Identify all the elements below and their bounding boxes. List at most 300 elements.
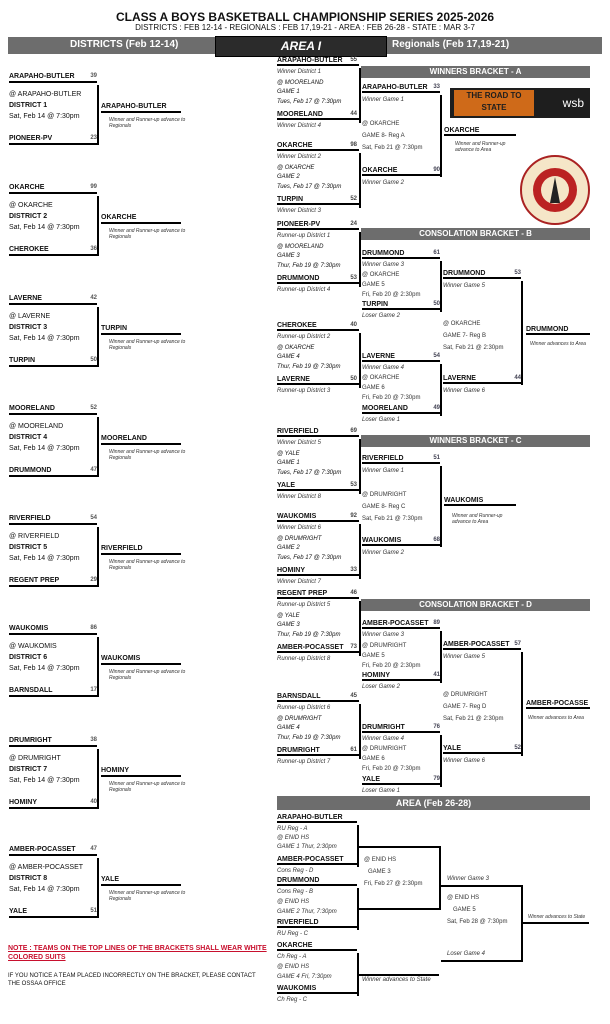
c-r2-bottom-team[interactable]: WAUKOMIS 68	[362, 537, 440, 544]
score: 33	[433, 84, 440, 90]
score: 42	[90, 295, 97, 301]
c-r2-date: Sat, Feb 21 @ 7:30pm	[362, 516, 423, 522]
district-bottom-team[interactable]: REGENT PREP 29	[9, 577, 97, 587]
d-r2b-bottom-team[interactable]: YALE 79	[362, 776, 440, 783]
district-top-team[interactable]: ARAPAHO-BUTLER 39	[9, 73, 97, 83]
score: 24	[350, 221, 357, 227]
area-g5-adv: Winner advances to State	[528, 914, 586, 920]
score: 69	[350, 428, 357, 434]
district-date: Sat, Feb 14 @ 7:30pm	[9, 445, 80, 452]
advance-note: Winner and Runner-up advance to Regionals	[109, 117, 186, 130]
area-g1-top-team[interactable]: ARAPAHO-BUTLER	[277, 814, 357, 823]
area-g2-top-seed: Cons Reg - B	[277, 889, 314, 895]
score: 52	[350, 196, 357, 202]
bracket-line	[97, 858, 99, 918]
d-r2a-top-team[interactable]: AMBER-POCASSET 89	[362, 620, 440, 627]
game-number: GAME 2	[277, 545, 300, 551]
c-winner[interactable]: WAUKOMIS	[444, 497, 516, 506]
d-r2b-bottom-sub: Loser Game 1	[362, 788, 401, 794]
a-r2-date: Sat, Feb 21 @ 7:30pm	[362, 145, 423, 151]
bracket-line	[97, 417, 99, 477]
district-name: DISTRICT 3	[9, 324, 48, 331]
d-r2a-site: @ DRUMRIGHT	[362, 643, 407, 649]
district-winner[interactable]: YALE	[101, 876, 181, 886]
game-top-team[interactable]: PIONEER-PV 24	[277, 221, 357, 228]
bracket-line	[440, 631, 442, 683]
area-g2-name: GAME 2 Thur, 7:30pm	[277, 909, 337, 915]
game-top-seed: Runner-up District 1	[277, 233, 331, 239]
b-r3-top-sub: Winner Game 5	[443, 283, 485, 289]
area-g5-site: @ ENID HS	[447, 895, 480, 901]
game-top-team[interactable]: REGENT PREP 46	[277, 590, 357, 597]
d-r2a-date: Fri, Feb 20 @ 2:30pm	[362, 663, 421, 669]
score: 55	[350, 57, 357, 63]
district-top-team[interactable]: DRUMRIGHT 38	[9, 737, 97, 747]
bracket-line	[359, 68, 361, 123]
district-date: Sat, Feb 14 @ 7:30pm	[9, 777, 80, 784]
advance-note: Winner and Runner-up advance to Regionals	[109, 669, 186, 682]
score: 52	[514, 745, 521, 751]
area-g4-top-team[interactable]: OKARCHE	[277, 942, 357, 951]
area-g4-bottom-seed: Ch Reg - C	[277, 997, 308, 1003]
game-top-team[interactable]: WAUKOMIS 92	[277, 513, 357, 520]
district-bracket	[9, 625, 186, 699]
score: 54	[90, 515, 97, 521]
bracket-header-a: WINNERS BRACKET - A	[361, 66, 590, 78]
b-r3-bottom-sub: Winner Game 6	[443, 388, 485, 394]
game-site: @ MOORELAND	[277, 244, 324, 250]
road-to-state-logo	[450, 88, 590, 118]
c-r2-bottom-sub: Winner Game 2	[362, 550, 404, 556]
score: 51	[90, 908, 97, 914]
bracket-line	[97, 85, 99, 145]
bracket-line	[359, 333, 361, 388]
score: 54	[433, 353, 440, 359]
game-bottom-seed: Winner District 7	[277, 579, 321, 585]
district-bracket	[9, 737, 186, 811]
d-r2b-game: GAME 6	[362, 756, 385, 762]
score: 61	[433, 250, 440, 256]
d-r2a-bottom-team[interactable]: HOMINY 41	[362, 672, 440, 679]
b-r3-site: @ OKARCHE	[443, 321, 481, 327]
seal-emblem-icon	[522, 157, 588, 223]
a-r2-game: GAME 8- Reg A	[362, 133, 405, 139]
advance-note: Winner and Runner-up advance to Regionals	[109, 228, 186, 241]
d-winner-adv: Winner advances to Area	[528, 715, 584, 721]
district-site: @ WAUKOMIS	[9, 643, 57, 650]
game-bottom-seed: Winner District 4	[277, 123, 321, 129]
district-name: DISTRICT 1	[9, 102, 48, 109]
score: 53	[350, 482, 357, 488]
regionals-heading: Regionals (Feb 17,19-21)	[392, 39, 510, 50]
score: 90	[433, 167, 440, 173]
district-name: DISTRICT 4	[9, 434, 48, 441]
game-number: GAME 1	[277, 89, 300, 95]
b-r3-top-team[interactable]: DRUMMOND 53	[443, 270, 521, 277]
a-winner[interactable]: OKARCHE	[444, 127, 516, 136]
game-site: @ MOORELAND	[277, 80, 324, 86]
district-bracket	[9, 295, 186, 369]
score: 46	[350, 590, 357, 596]
b-r2b-top-team[interactable]: LAVERNE 54	[362, 353, 440, 360]
game-bottom-team[interactable]: LAVERNE 50	[277, 376, 357, 383]
score: 50	[433, 301, 440, 307]
game-bottom-seed: Runner-up District 7	[277, 759, 331, 765]
district-site: @ AMBER-POCASSET	[9, 864, 84, 871]
district-site: @ RIVERFIELD	[9, 533, 60, 540]
district-winner[interactable]: ARAPAHO-BUTLER	[101, 103, 181, 113]
game-bottom-team[interactable]: MOORELAND 44	[277, 111, 357, 118]
game-number: GAME 4	[277, 725, 300, 731]
district-date: Sat, Feb 14 @ 7:30pm	[9, 555, 80, 562]
district-bottom-team[interactable]: PIONEER-PV 23	[9, 135, 97, 145]
game-bottom-seed: Winner District 8	[277, 494, 321, 500]
b-r2b-top-sub: Winner Game 4	[362, 365, 404, 371]
d-r3-date: Sat, Feb 21 @ 2:30pm	[443, 716, 504, 722]
district-top-team[interactable]: OKARCHE 99	[9, 184, 97, 194]
road-to-state-text: THE ROAD TO STATE	[454, 90, 534, 116]
game-top-seed: Runner-up District 6	[277, 705, 331, 711]
district-bracket	[9, 405, 186, 479]
district-winner[interactable]: HOMINY	[101, 767, 181, 777]
game-date: Thur, Feb 19 @ 7:30pm	[277, 364, 341, 370]
bracket-line	[359, 439, 361, 494]
page-title: CLASS A BOYS BASKETBALL CHAMPIONSHIP SERIES 2025-2026	[115, 10, 495, 24]
score: 40	[350, 322, 357, 328]
bracket-line	[97, 637, 99, 697]
game-number: GAME 1	[277, 460, 300, 466]
b-r3-date: Sat, Feb 21 @ 2:30pm	[443, 345, 504, 351]
contact-info: IF YOU NOTICE A TEAM PLACED INCORRECTLY ON THE BRACKET, PLEASE CONTACT THE OSSAA OFFICE	[8, 973, 256, 987]
game-date: Tues, Feb 17 @ 7:30pm	[277, 184, 342, 190]
district-bottom-team[interactable]: DRUMMOND 47	[9, 467, 97, 477]
game-top-seed: Winner District 5	[277, 440, 321, 446]
score: 41	[433, 672, 440, 678]
area-bracket-header: AREA (Feb 26-28)	[277, 796, 590, 810]
page-subtitle: DISTRICTS : FEB 12-14 - REGIONALS : FEB 17,19-21 - AREA : FEB 26-28 - STATE : MAR 3-7	[135, 23, 475, 32]
game-top-team[interactable]: BARNSDALL 45	[277, 693, 357, 700]
district-date: Sat, Feb 14 @ 7:30pm	[9, 665, 80, 672]
district-site: @ ARAPAHO-BUTLER	[9, 91, 82, 98]
c-r2-top-team[interactable]: RIVERFIELD 51	[362, 455, 440, 462]
game-site: @ DRUMRIGHT	[277, 536, 322, 542]
bracket-header-c: WINNERS BRACKET - C	[361, 435, 590, 447]
game-number: GAME 2	[277, 174, 300, 180]
game-top-seed: Winner District 2	[277, 154, 321, 160]
area-g3-date: Fri, Feb 27 @ 2:30pm	[364, 881, 423, 887]
bracket-header-d: CONSOLATION BRACKET - D	[361, 599, 590, 611]
area-g1-top-seed: RU Reg - A	[277, 826, 308, 832]
score: 52	[90, 405, 97, 411]
a-winner-adv: Winner and Runner-up advance to Area	[455, 141, 506, 153]
b-r2a-top-sub: Winner Game 3	[362, 262, 404, 268]
b-r2b-site: @ OKARCHE	[362, 375, 400, 381]
score: 47	[90, 467, 97, 473]
district-bracket	[9, 184, 186, 258]
game-bottom-team[interactable]: YALE 53	[277, 482, 357, 489]
game-number: GAME 4	[277, 354, 300, 360]
districts-heading: DISTRICTS (Feb 12-14)	[70, 39, 179, 50]
c-r2-top-sub: Winner Game 1	[362, 468, 404, 474]
score: 38	[90, 737, 97, 743]
advance-note: Winner and Runner-up advance to Regionals	[109, 449, 186, 462]
uniform-note: NOTE : TEAMS ON THE TOP LINES OF THE BRACKETS SHALL WEAR WHITE COLORED SUITS	[8, 945, 267, 962]
district-winner[interactable]: OKARCHE	[101, 214, 181, 224]
b-r2a-top-team[interactable]: DRUMMOND 61	[362, 250, 440, 257]
game-date: Tues, Feb 17 @ 7:30pm	[277, 555, 342, 561]
score: 23	[90, 135, 97, 141]
bracket-line	[359, 153, 361, 208]
area-g5-name: GAME 5	[453, 907, 476, 913]
game-top-seed: Winner District 6	[277, 525, 321, 531]
bracket-line	[440, 261, 442, 312]
score: 50	[350, 376, 357, 382]
b-r3-bottom-team[interactable]: LAVERNE 44	[443, 375, 521, 382]
game-bottom-team[interactable]: TURPIN 52	[277, 196, 357, 203]
score: 45	[350, 693, 357, 699]
district-date: Sat, Feb 14 @ 7:30pm	[9, 224, 80, 231]
game-bottom-team[interactable]: AMBER-POCASSET 73	[277, 644, 357, 651]
bracket-line	[439, 846, 441, 910]
game-bottom-seed: Runner-up District 8	[277, 656, 331, 662]
district-winner[interactable]: WAUKOMIS	[101, 655, 181, 665]
d-r2b-top-team[interactable]: DRUMRIGHT 76	[362, 724, 440, 731]
advance-note: Winner and Runner-up advance to Regionals	[109, 339, 186, 352]
bracket-line	[521, 281, 523, 385]
district-winner[interactable]: RIVERFIELD	[101, 545, 181, 555]
area-g1-bottom-seed: Cons Reg - D	[277, 868, 314, 874]
bracket-line	[359, 704, 361, 759]
area-g4-adv: Winner advances to State	[362, 977, 431, 983]
score: 40	[90, 799, 97, 805]
c-r2-game: GAME 8- Reg C	[362, 504, 406, 510]
game-bottom-seed: Runner-up District 4	[277, 287, 331, 293]
d-r2b-top-sub: Winner Game 4	[362, 736, 404, 742]
score: 99	[90, 184, 97, 190]
advance-note: Winner and Runner-up advance to Regionals	[109, 559, 186, 572]
area-g2-top-team[interactable]: DRUMMOND	[277, 877, 357, 886]
score: 39	[90, 73, 97, 79]
game-top-team[interactable]: ARAPAHO-BUTLER 55	[277, 57, 357, 64]
bracket-line	[97, 307, 99, 367]
score: 44	[514, 375, 521, 381]
b-winner-adv: Winner advances to Area	[530, 341, 586, 347]
bracket-line	[440, 364, 442, 416]
area-g5-date: Sat, Feb 28 @ 7:30pm	[447, 919, 508, 925]
b-r3-game: GAME 7- Reg B	[443, 333, 487, 339]
b-r2b-date: Fri, Feb 20 @ 7:30pm	[362, 395, 421, 401]
bracket-line	[523, 922, 589, 924]
c-winner-adv: Winner and Runner-up advance to Area	[452, 513, 503, 525]
b-r2b-game: GAME 6	[362, 385, 385, 391]
a-r2-bottom-team[interactable]: OKARCHE 90	[362, 167, 440, 174]
district-name: DISTRICT 5	[9, 544, 48, 551]
score: 47	[90, 846, 97, 852]
d-r2b-date: Fri, Feb 20 @ 7:30pm	[362, 766, 421, 772]
score: 50	[90, 357, 97, 363]
area-g5-bottom: Loser Game 4	[447, 951, 486, 957]
b-winner[interactable]: DRUMMOND	[526, 326, 590, 335]
district-winner[interactable]: MOORELAND	[101, 435, 181, 445]
b-r2a-site: @ OKARCHE	[362, 272, 400, 278]
district-site: @ OKARCHE	[9, 202, 53, 209]
game-bottom-team[interactable]: HOMINY 33	[277, 567, 357, 574]
district-site: @ MOORELAND	[9, 423, 64, 430]
score: 36	[90, 246, 97, 252]
score: 17	[90, 687, 97, 693]
game-top-seed: Winner District 1	[277, 69, 321, 75]
area-g3-name: GAME 3	[368, 869, 391, 875]
ossaa-seal-logo	[520, 155, 590, 225]
score: 76	[433, 724, 440, 730]
game-date: Thur, Feb 19 @ 7:30pm	[277, 735, 341, 741]
district-name: DISTRICT 8	[9, 875, 48, 882]
bracket-line	[359, 601, 361, 656]
district-name: DISTRICT 2	[9, 213, 48, 220]
b-r2a-game: GAME 5	[362, 282, 385, 288]
wsb-logo-text: wsb	[562, 96, 584, 110]
district-bracket	[9, 515, 186, 589]
b-r2b-bottom-team[interactable]: MOORELAND 49	[362, 405, 440, 412]
score: 33	[350, 567, 357, 573]
bracket-line	[97, 196, 99, 256]
score: 73	[350, 644, 357, 650]
d-r3-bottom-team[interactable]: YALE 52	[443, 745, 521, 752]
game-date: Thur, Feb 19 @ 7:30pm	[277, 632, 341, 638]
district-site: @ LAVERNE	[9, 313, 51, 320]
area-g2-bottom-seed: RU Reg - C	[277, 931, 309, 937]
game-top-team[interactable]: CHEROKEE 40	[277, 322, 357, 329]
area-g2-site: @ ENID HS	[277, 899, 310, 905]
score: 57	[514, 641, 521, 647]
district-bottom-team[interactable]: BARNSDALL 17	[9, 687, 97, 697]
bracket-line	[440, 95, 442, 177]
game-site: @ YALE	[277, 451, 300, 457]
game-date: Tues, Feb 17 @ 7:30pm	[277, 470, 342, 476]
game-top-seed: Runner-up District 5	[277, 602, 331, 608]
area-g5-top: Winner Game 3	[447, 876, 489, 882]
d-r3-site: @ DRUMRIGHT	[443, 692, 488, 698]
bracket-line	[359, 974, 439, 976]
b-r2a-bottom-team[interactable]: TURPIN 50	[362, 301, 440, 308]
district-top-team[interactable]: AMBER-POCASSET 47	[9, 846, 97, 856]
score: 68	[433, 537, 440, 543]
area-g3-site: @ ENID HS	[364, 857, 397, 863]
game-bottom-team[interactable]: DRUMMOND 53	[277, 275, 357, 282]
b-r2a-date: Fri, Feb 20 @ 2:30pm	[362, 292, 421, 298]
a-r2-site: @ OKARCHE	[362, 121, 400, 127]
district-bottom-team[interactable]: HOMINY 40	[9, 799, 97, 809]
area-g4-name: GAME 4 Fri, 7:30pm	[277, 974, 332, 980]
bracket-line	[441, 885, 521, 887]
score: 53	[514, 270, 521, 276]
game-top-team[interactable]: RIVERFIELD 69	[277, 428, 357, 435]
advance-note: Winner and Runner-up advance to Regionals	[109, 890, 186, 903]
bracket-line	[359, 908, 439, 910]
area-g1-bottom-team[interactable]: AMBER-POCASSET	[277, 856, 357, 865]
district-date: Sat, Feb 14 @ 7:30pm	[9, 886, 80, 893]
score: 29	[90, 577, 97, 583]
score: 98	[350, 142, 357, 148]
district-top-team[interactable]: RIVERFIELD 54	[9, 515, 97, 525]
b-r2a-bottom-sub: Loser Game 2	[362, 313, 401, 319]
district-name: DISTRICT 7	[9, 766, 48, 773]
d-r2a-game: GAME 5	[362, 653, 385, 659]
district-date: Sat, Feb 14 @ 7:30pm	[9, 113, 80, 120]
d-r2a-bottom-sub: Loser Game 2	[362, 684, 401, 690]
score: 44	[350, 111, 357, 117]
score: 51	[433, 455, 440, 461]
game-site: @ OKARCHE	[277, 165, 315, 171]
district-bracket	[9, 73, 186, 147]
score: 53	[350, 275, 357, 281]
game-bottom-seed: Runner-up District 3	[277, 388, 331, 394]
bracket-line	[441, 960, 521, 962]
game-site: @ YALE	[277, 613, 300, 619]
a-r2-top-sub: Winner Game 1	[362, 97, 404, 103]
d-r3-top-team[interactable]: AMBER-POCASSET 57	[443, 641, 521, 648]
game-site: @ DRUMRIGHT	[277, 716, 322, 722]
score: 79	[433, 776, 440, 782]
a-r2-bottom-sub: Winner Game 2	[362, 180, 404, 186]
score: 89	[433, 620, 440, 626]
score: 61	[350, 747, 357, 753]
district-name: DISTRICT 6	[9, 654, 48, 661]
district-bottom-team[interactable]: TURPIN 50	[9, 357, 97, 367]
game-date: Tues, Feb 17 @ 7:30pm	[277, 99, 342, 105]
area-g4-top-seed: Ch Reg - A	[277, 954, 307, 960]
district-top-team[interactable]: LAVERNE 42	[9, 295, 97, 305]
area-g4-site: @ ENID HS	[277, 964, 310, 970]
game-site: @ OKARCHE	[277, 345, 315, 351]
game-date: Thur, Feb 19 @ 7:30pm	[277, 263, 341, 269]
score: 86	[90, 625, 97, 631]
district-site: @ DRUMRIGHT	[9, 755, 61, 762]
game-top-team[interactable]: OKARCHE 98	[277, 142, 357, 149]
game-number: GAME 3	[277, 253, 300, 259]
district-top-team[interactable]: MOORELAND 52	[9, 405, 97, 415]
bracket-line	[97, 749, 99, 809]
d-r3-top-sub: Winner Game 5	[443, 654, 485, 660]
d-r3-game: GAME 7- Reg D	[443, 704, 487, 710]
game-bottom-seed: Winner District 3	[277, 208, 321, 214]
score: 49	[433, 405, 440, 411]
area-g1-site: @ ENID HS	[277, 835, 310, 841]
district-winner[interactable]: TURPIN	[101, 325, 181, 335]
district-bottom-team[interactable]: YALE 51	[9, 908, 97, 918]
d-r2b-site: @ DRUMRIGHT	[362, 746, 407, 752]
d-r3-bottom-sub: Winner Game 6	[443, 758, 485, 764]
score: 92	[350, 513, 357, 519]
district-bottom-team[interactable]: CHEROKEE 36	[9, 246, 97, 256]
district-bracket	[9, 846, 186, 920]
game-bottom-team[interactable]: DRUMRIGHT 61	[277, 747, 357, 754]
advance-note: Winner and Runner-up advance to Regionals	[109, 781, 186, 794]
bracket-header-b: CONSOLATION BRACKET - B	[361, 228, 590, 240]
area-g1-name: GAME 1 Thur, 2:30pm	[277, 844, 337, 850]
bracket-line	[440, 735, 442, 787]
a-r2-top-team[interactable]: ARAPAHO-BUTLER 33	[362, 84, 440, 91]
area-g2-bottom-team[interactable]: RIVERFIELD	[277, 919, 357, 928]
d-winner[interactable]: AMBER-POCASSE	[526, 700, 589, 707]
d-r2a-top-sub: Winner Game 3	[362, 632, 404, 638]
b-r2b-bottom-sub: Loser Game 1	[362, 417, 401, 423]
area-g4-bottom-team[interactable]: WAUKOMIS	[277, 985, 357, 994]
district-top-team[interactable]: WAUKOMIS 86	[9, 625, 97, 635]
bracket-line	[521, 652, 523, 756]
area-heading: AREA I	[215, 36, 387, 57]
bracket-line	[359, 232, 361, 287]
